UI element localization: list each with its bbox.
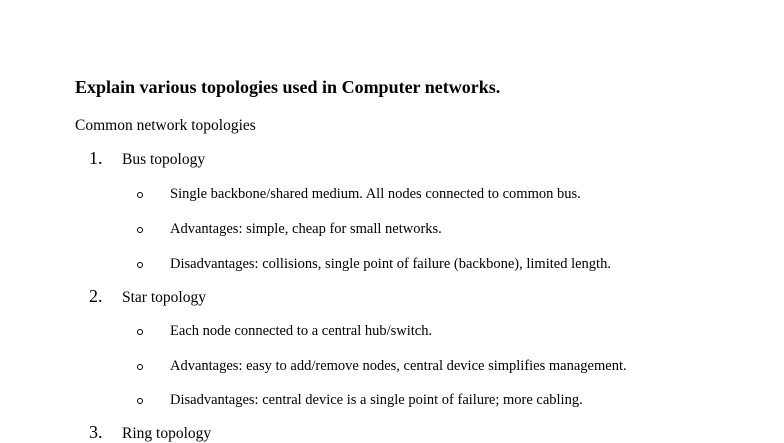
hollow-bullet-icon — [137, 227, 143, 233]
bullet-item — [0, 186, 784, 206]
list-item-number: 2. — [89, 286, 103, 306]
list-item-title: Ring topology — [122, 425, 212, 442]
bullet-item — [0, 221, 784, 241]
bullet-item — [0, 358, 784, 378]
bullet-item — [0, 323, 784, 343]
bullet-text: Advantages: simple, cheap for small networks. — [170, 221, 442, 237]
section-subheading: Common network topologies — [75, 117, 256, 134]
bullet-text: Each node connected to a central hub/switch. — [170, 323, 433, 339]
bullet-text: Disadvantages: collisions, single point of failure (backbone), limited length. — [170, 256, 611, 272]
list-item-title: Star topology — [122, 289, 206, 306]
hollow-bullet-icon — [137, 364, 143, 370]
bullet-text: Single backbone/shared medium. All nodes connected to common bus. — [170, 186, 581, 202]
hollow-bullet-icon — [137, 192, 143, 198]
bullet-item — [0, 256, 784, 276]
hollow-bullet-icon — [137, 398, 143, 404]
hollow-bullet-icon — [137, 262, 143, 268]
list-item-title: Bus topology — [122, 151, 206, 168]
bullet-item — [0, 392, 784, 412]
hollow-bullet-icon — [137, 329, 143, 335]
document-heading: Explain various topologies used in Computer networks. — [75, 77, 501, 97]
list-item-number: 3. — [89, 422, 103, 442]
bullet-text: Disadvantages: central device is a single point of failure; more cabling. — [170, 392, 583, 408]
bullet-text: Advantages: easy to add/remove nodes, central device simplifies management. — [170, 358, 627, 374]
list-item-number: 1. — [89, 148, 103, 168]
